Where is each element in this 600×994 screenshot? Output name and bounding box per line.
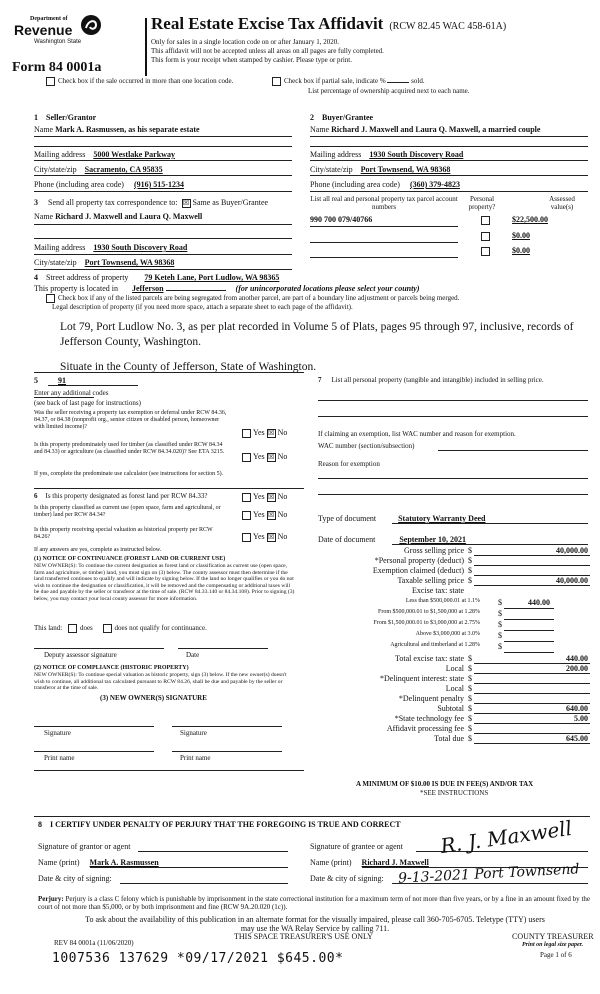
this-land-row: This land: does does not qualify for continuance. — [34, 624, 207, 633]
s6-if-yes: If any answers are yes, complete as instructed below. — [34, 547, 162, 553]
same-as-buyer-checkbox[interactable]: ☒ — [182, 198, 190, 207]
assessed-header: Assessed value(s) — [549, 195, 575, 211]
s6-q3: Is this property receiving special valuation as historical property per RCW 84.26? — [34, 527, 213, 540]
section3-name-row: Name Richard J. Maxwell and Laura Q. Maxwell — [34, 212, 203, 221]
notice2-body: NEW OWNER(S): To continue special valuation as historic property, sign (3) below. If the new owner(s) doesn't wish to continue, all additional tax calculated pursuant to RCW 84.26, shall be due and payable by the seller or transferor at the time of sale. — [34, 672, 287, 692]
deputy-date-label: Date — [186, 651, 200, 659]
owner-sig-label: Signature — [44, 729, 71, 737]
certify-row: 8 I CERTIFY UNDER PENALTY OF PERJURY THAT THE FOREGOING IS TRUE AND CORRECT — [38, 820, 401, 829]
buyer-city-row: City/state/zip Port Townsend, WA 98368 — [310, 165, 451, 174]
grantee-name: Richard J. Maxwell — [361, 858, 429, 867]
tax-row: Less than $500,000.01 at 1.1% $ 440.00 — [318, 598, 590, 609]
grantor-sig-row: Signature of grantor or agent — [38, 842, 131, 851]
s5-q2: Is this property predominately used for timber (as classified under RCW 84.34 and 84.33) or agriculture (as classified under RCW 84.34.020)? See ETA 3215. — [34, 442, 225, 455]
buyer-name-row: Name Richard J. Maxwell and Laura Q. Maxwell, a married couple — [310, 125, 541, 134]
owner-sig-label: Signature — [180, 729, 207, 737]
parcels-header: List all real and personal property tax parcel account numbers — [310, 195, 458, 211]
personal-property-checkbox[interactable] — [481, 247, 490, 256]
s6-q1-row: 6 Is this property designated as forest land per RCW 84.33? — [34, 492, 208, 500]
section3-mailing-row: Mailing address 1930 South Discovery Road — [34, 243, 188, 252]
does-not-checkbox[interactable] — [103, 624, 112, 633]
section5-code-row: 5 91 — [34, 376, 66, 385]
property-street: 79 Keteh Lane, Port Ludlow, WA 98365 — [144, 273, 280, 282]
does-checkbox[interactable] — [68, 624, 77, 633]
section3-mailing: 1930 South Discovery Road — [93, 243, 188, 252]
form-number: Form 84 0001a — [12, 60, 102, 75]
legal-label: Legal description of property (if you need more space, attach a separate sheet to each page of the affidavit). — [52, 303, 353, 311]
grantee-name-row: Name (print) Richard J. Maxwell — [310, 858, 429, 867]
treasurer-use: THIS SPACE TREASURER'S USE ONLY — [234, 932, 373, 941]
seller-mailing-row: Mailing address 5000 Westlake Parkway — [34, 150, 175, 159]
tax-row: Affidavit processing fee $ — [318, 724, 590, 734]
see-instructions: *SEE INSTRUCTIONS — [420, 789, 489, 797]
form-title — [151, 14, 506, 34]
tax-row: Total due $ 645.00 — [434, 734, 588, 743]
new-owner-sig-heading: (3) NEW OWNER(S) SIGNATURE — [100, 694, 207, 702]
s5-q1-yesno[interactable]: Yes ☒ No — [240, 428, 287, 438]
wac-label: WAC number (section/subsection) — [318, 442, 415, 450]
treasurer-stamp: 1007536 137629 *09/17/2021 $645.00* — [52, 951, 344, 966]
wa-swirl-icon — [80, 14, 102, 36]
seller-name: Mark A. Rasmussen, as his separate estate — [55, 125, 200, 134]
header-note3: This form is your receipt when stamped by cashier. Please type or print. — [151, 56, 353, 64]
personal-header: Personal property? — [468, 195, 496, 211]
title-text: Real Estate Excise Tax Affidavit — [151, 14, 384, 33]
s5-q2-yesno[interactable]: Yes ☒ No — [240, 452, 287, 462]
tax-row: Exemption claimed (deduct) $ — [318, 566, 590, 576]
tax-row: *State technology fee $ 5.00 — [394, 714, 588, 723]
title-rcw: (RCW 82.45 WAC 458-61A) — [389, 21, 507, 32]
owner-print-label: Print name — [44, 754, 75, 762]
s6-q1-yesno[interactable]: Yes ☒ No — [240, 492, 287, 502]
buyer-mailing: 1930 South Discovery Road — [369, 150, 464, 159]
notice1-title: (1) NOTICE OF CONTINUANCE (FOREST LAND OR CURRENT USE) — [34, 556, 226, 562]
buyer-heading: 2 Buyer/Grantee — [310, 113, 374, 122]
availability-notice: To ask about the availability of this publication in an alternate format for the visually impaired, please call 360-705-6705. Teletype (TTY) users may use the WA Relay Service by calling 711. — [85, 915, 545, 933]
property-county: Jefferson — [131, 284, 164, 293]
minimum-due: A MINIMUM OF $10.00 IS DUE IN FEE(S) AND/OR TAX — [356, 780, 534, 788]
buyer-name: Richard J. Maxwell and Laura Q. Maxwell, a married couple — [331, 125, 541, 134]
rev-number: REV 84 0001a (11/06/2020) — [54, 939, 134, 947]
logo-dept-line3: Washington State — [34, 39, 82, 45]
parcel-value: $0.00 — [512, 246, 530, 255]
seller-city-row: City/state/zip Sacramento, CA 95835 — [34, 165, 163, 174]
section3-city: Port Townsend, WA 98368 — [84, 258, 175, 267]
partial-sold-label: sold. — [411, 77, 425, 86]
tax-row: Subtotal $ 640.00 — [437, 704, 588, 713]
seller-city: Sacramento, CA 95835 — [84, 165, 163, 174]
logo-dept-line2: Revenue — [14, 22, 73, 38]
notice1-body: NEW OWNER(S): To continue the current designation as forest land or classification as current use (open space, farm and agriculture, or timber) land, you must sign on (3) below. The county assessor must then determine if the land transferred continues to qualify and will indicate by signing below. If the land no longer qualifies or you do not wish to continue the designation or classification, it will be removed and the compensating or additional taxes will be due and payable by the seller or transferor at the time of sale. (RCW 84.33.140 or 84.34.108). Prior to signing (3) below, you may contact your local county assessor for more information. — [34, 563, 295, 602]
parcel-row — [310, 246, 588, 257]
tax-row: *Delinquent interest: state $ — [318, 674, 590, 684]
tax-row: *Delinquent penalty $ — [318, 694, 590, 704]
tax-row: From $1,500,000.01 to $3,000,000 at 2.75% $ — [318, 620, 590, 631]
multi-location-checkbox[interactable] — [46, 77, 55, 86]
tax-row: From $500,000.01 to $1,500,000 at 1.28% $ — [318, 609, 590, 620]
grantor-date-row: Date & city of signing: — [38, 874, 112, 883]
percentage-note: List percentage of ownership acquired next to each name. — [308, 87, 470, 95]
logo-dept-line1: Department of — [30, 16, 68, 22]
parcel-value: $0.00 — [512, 231, 530, 240]
buyer-mailing-row: Mailing address 1930 South Discovery Road — [310, 150, 464, 159]
section7-label: 7 List all personal property (tangible and intangible) included in selling price. — [318, 376, 544, 384]
tax-row: Excise tax: state — [412, 586, 464, 595]
header-divider — [145, 18, 147, 76]
notice2-title: (2) NOTICE OF COMPLIANCE (HISTORIC PROPERTY) — [34, 665, 189, 671]
legal-paper-note: Print on legal size paper. — [522, 942, 584, 948]
s6-q2-yesno[interactable]: Yes ☒ No — [240, 510, 287, 520]
tax-row: Gross selling price $ 40,000.00 — [404, 546, 588, 555]
multi-location-label: Check box if the sale occurred in more than one location code. — [58, 77, 234, 86]
buyer-city: Port Townsend, WA 98368 — [360, 165, 451, 174]
tax-row: Agricultural and timberland at 1.28% $ — [318, 642, 590, 653]
street-row: 4 Street address of property 79 Keteh Lane, Port Ludlow, WA 98365 — [34, 273, 280, 282]
s5-q3: If yes, complete the predominate use calculator (see instructions for section 5). — [34, 471, 224, 477]
header-note1: Only for sales in a single location code on or after January 1, 2020. — [151, 38, 339, 46]
tax-row: Above $3,000,000 at 3.0% $ — [318, 631, 590, 642]
tax-row: *Personal property (deduct) $ — [318, 556, 590, 566]
legal-situate: Situate in the County of Jefferson, State of Washington. — [60, 361, 317, 373]
tax-row: Taxable selling price $ 40,000.00 — [397, 576, 588, 585]
tax-row: Local $ 200.00 — [445, 664, 588, 673]
seller-phone: (916) 515-1234 — [133, 180, 184, 189]
doc-date-row: Date of document September 10, 2021 — [318, 535, 467, 544]
seller-phone-row: Phone (including area code) (916) 515-1234 — [34, 180, 184, 189]
section3-name: Richard J. Maxwell and Laura Q. Maxwell — [55, 212, 203, 221]
grantee-sig-row: Signature of grantee or agent — [310, 842, 403, 851]
personal-property-checkbox[interactable] — [481, 216, 490, 225]
s6-q2: Is this property classified as current use (open space, farm and agricultural, or timber) land per RCW 84.34? — [34, 505, 221, 518]
grantee-date-row: Date & city of signing: — [310, 874, 384, 883]
buyer-phone: (360) 379-4823 — [409, 180, 460, 189]
segregated-checkbox[interactable] — [46, 294, 55, 303]
s5-q1: Was the seller receiving a property tax exemption or deferral under RCW 84.36, 84.37, or 84.38 (nonprofit org., senior citizen or disabled person, homeowner with limited income)? — [34, 410, 227, 430]
doc-type: Statutory Warranty Deed — [398, 514, 486, 523]
header-note2: This affidavit will not be accepted unless all areas on all pages are fully completed. — [151, 47, 384, 55]
tax-row: Total excise tax: state $ 440.00 — [395, 654, 588, 663]
seller-mailing: 5000 Westlake Parkway — [93, 150, 175, 159]
grantor-name: Mark A. Rasmussen — [89, 858, 159, 867]
parcel-row — [310, 215, 588, 226]
see-back: (see back of last page for instructions) — [34, 399, 141, 407]
section3-city-row: City/state/zip Port Townsend, WA 98368 — [34, 258, 175, 267]
section3-label: 3 Send all property tax correspondence to: ☒ Same as Buyer/Grantee — [34, 198, 269, 207]
tax-row: Local $ — [318, 684, 590, 694]
grantee-signature: R. J. Maxwell — [438, 815, 574, 859]
seller-name-row: Name Mark A. Rasmussen, as his separate estate — [34, 125, 200, 134]
doc-date: September 10, 2021 — [399, 535, 467, 544]
exemption-label: If claiming an exemption, list WAC number and reason for exemption. — [318, 430, 516, 438]
parcel-row — [310, 231, 588, 242]
s6-q3-yesno[interactable]: Yes ☒ No — [240, 532, 287, 542]
deputy-sig-label: Deputy assessor signature — [44, 651, 117, 659]
location-code: 91 — [58, 376, 66, 385]
seller-heading: 1 Seller/Grantor — [34, 113, 97, 122]
multi-location-check[interactable] — [46, 77, 233, 86]
grantee-date-city: 9-13-2021 Port Townsend — [397, 861, 580, 887]
perjury-notice: Perjury: Perjury is a class C felony which is punishable by imprisonment in the state correctional institution for a maximum term of not more than five years, or by a fine in an amount fixed by the court of not more than $5,000, or by both imprisonment and fine (RCW 9A.20.020 (1c)). — [38, 895, 591, 911]
located-row: This property is located in Jefferson (for unincorporated locations please select your county) — [34, 284, 420, 293]
county-treasurer: COUNTY TREASURER — [512, 932, 594, 941]
parcel-number: 990 700 079/40766 — [310, 215, 373, 224]
partial-sale-label: Check box if partial sale, indicate % — [284, 77, 386, 86]
owner-print-label: Print name — [180, 754, 211, 762]
buyer-phone-row: Phone (including area code) (360) 379-4823 — [310, 180, 460, 189]
legal-description: Lot 79, Port Ludlow No. 3, as per plat recorded in Volume 5 of Plats, pages 95 through 97, inclusive, records of Jefferson County, Washington. — [60, 321, 574, 348]
additional-codes: Enter any additional codes — [34, 389, 109, 397]
partial-sale-checkbox[interactable] — [272, 77, 281, 86]
segregated-check[interactable]: Check box if any of the listed parcels are being segregated from another parcel, are part of a boundary line adjustment or parcels being merged. — [46, 294, 459, 303]
dor-logo — [12, 10, 122, 52]
partial-sale-check[interactable] — [272, 77, 425, 86]
parcel-value: $22,500.00 — [512, 215, 548, 224]
doc-type-row: Type of document Statutory Warranty Deed — [318, 514, 486, 523]
reason-label: Reason for exemption — [318, 460, 380, 468]
page-number: Page 1 of 6 — [540, 951, 572, 959]
grantor-name-row: Name (print) Mark A. Rasmussen — [38, 858, 159, 867]
personal-property-checkbox[interactable] — [481, 232, 490, 241]
